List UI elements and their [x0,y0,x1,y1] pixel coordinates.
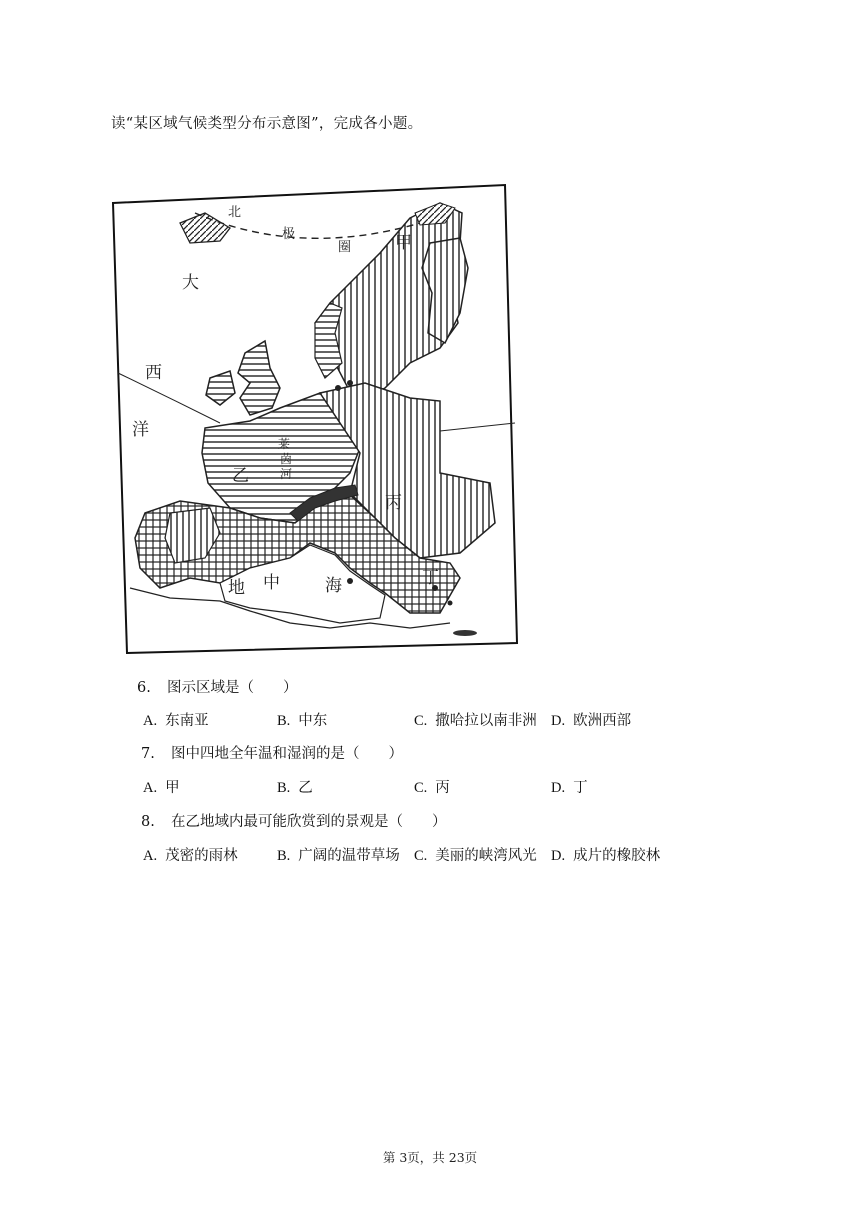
label-river-2: 茵 [280,452,293,466]
question-number: 6. [137,680,151,696]
label-bing: 丙 [385,493,402,513]
option-b[interactable]: B. 乙 [277,780,313,796]
label-arctic-3: 圈 [338,240,352,255]
question-7 [141,742,403,763]
intro-text: 读“某区域气候类型分布示意图”，完成各小题。 [111,116,423,132]
label-atlantic-3: 洋 [132,420,149,440]
page-footer: 第 3页，共 23页 [382,1150,478,1165]
question-stem: 在乙地域内最可能欣赏到的景观是（ ） [171,814,447,830]
label-med-3: 海 [325,576,342,596]
question-stem: 图示区域是（ ） [167,680,298,696]
label-arctic-2: 极 [282,227,296,242]
climate-map [110,183,520,657]
question-6-options [143,709,703,731]
question-number: 7. [141,746,155,762]
label-med-2: 中 [263,573,280,593]
option-a[interactable]: A. 甲 [143,780,180,796]
question-8 [141,810,447,831]
option-c[interactable]: C. 撒哈拉以南非洲 [414,713,537,729]
option-b[interactable]: B. 中东 [277,713,328,729]
label-med-1: 地 [228,578,245,598]
option-b[interactable]: B. 广阔的温带草场 [277,848,400,864]
label-yi: 乙 [232,466,249,486]
question-7-options [143,776,703,798]
label-atlantic-1: 大 [182,273,199,293]
option-c[interactable]: C. 丙 [414,780,450,796]
label-ding: 丁 [422,568,439,588]
question-8-options [143,844,703,866]
label-jia: 甲 [395,233,412,253]
label-atlantic-2: 西 [145,363,162,383]
question-number: 8. [141,814,155,830]
option-d[interactable]: D. 丁 [551,780,588,796]
option-c[interactable]: C. 美丽的峡湾风光 [414,848,537,864]
question-stem: 图中四地全年温和湿润的是（ ） [171,746,403,762]
option-d[interactable]: D. 成片的橡胶林 [551,848,661,864]
option-a[interactable]: A. 茂密的雨林 [143,848,238,864]
label-arctic-1: 北 [228,205,242,220]
option-a[interactable]: A. 东南亚 [143,713,209,729]
question-6 [137,676,298,697]
label-river-3: 河 [280,467,293,481]
option-d[interactable]: D. 欧洲西部 [551,713,632,729]
label-river-1: 莱 [278,437,291,451]
